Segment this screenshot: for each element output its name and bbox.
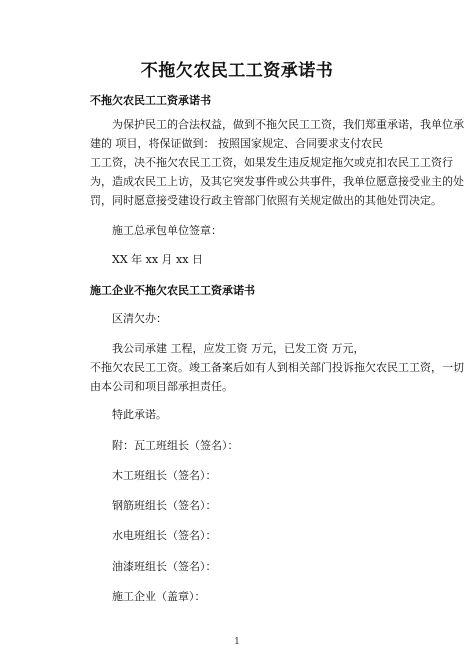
date-line: XX 年 xx 月 xx 日 bbox=[112, 253, 203, 266]
document-title: 不拖欠农民工工资承诺书 bbox=[140, 61, 334, 81]
closing-line: 特此承诺。 bbox=[112, 408, 167, 421]
signature-line: 施工总承包单位签章： bbox=[112, 224, 222, 237]
section-2-body bbox=[90, 339, 464, 396]
body-line: 不拖欠农民工工资。竣工备案后如有人到相关部门投诉拖欠农民工工资，一切 bbox=[90, 361, 464, 374]
appendix-item: 附：瓦工班组长（签名）： bbox=[112, 439, 239, 452]
appendix-item: 钢筋班组长（签名）： bbox=[112, 499, 217, 512]
page-number: 1 bbox=[234, 637, 240, 647]
appendix-item: 油漆班组长（签名）： bbox=[112, 560, 217, 573]
body-line: 由本公司和项目部承担责任。 bbox=[90, 380, 233, 393]
body-line: 为保护民工的合法权益，做到不拖欠民工工资，我们郑重承诺，我单位承 bbox=[112, 118, 464, 131]
section-heading-2: 施工企业不拖欠农民工工资承诺书 bbox=[90, 284, 255, 297]
appendix-item: 施工企业（盖章）： bbox=[112, 590, 206, 603]
salutation: 区清欠办： bbox=[112, 312, 167, 325]
body-line: 我公司承建 工程，应发工资 万元，已发工资 万元， bbox=[112, 342, 365, 355]
body-line: 为，造成农民工上访，及其它突发事件或公共事件，我单位愿意接受业主的处 bbox=[90, 175, 464, 188]
body-line: 工工资，决不拖欠农民工工资，如果发生违反规定拖欠或克扣农民工工资行 bbox=[90, 156, 453, 169]
section-1-body bbox=[90, 115, 464, 210]
appendix-item: 木工班组长（签名）： bbox=[112, 469, 217, 482]
body-line: 罚，同时愿意接受建设行政主管部门依照有关规定做出的其他处罚决定。 bbox=[90, 194, 442, 207]
appendix-item: 水电班组长（签名）： bbox=[112, 529, 217, 542]
section-heading-1: 不拖欠农民工工资承诺书 bbox=[90, 94, 211, 107]
body-line: 建的 项目，将保证做到： 按照国家规定、合同要求支付农民 bbox=[90, 137, 383, 150]
